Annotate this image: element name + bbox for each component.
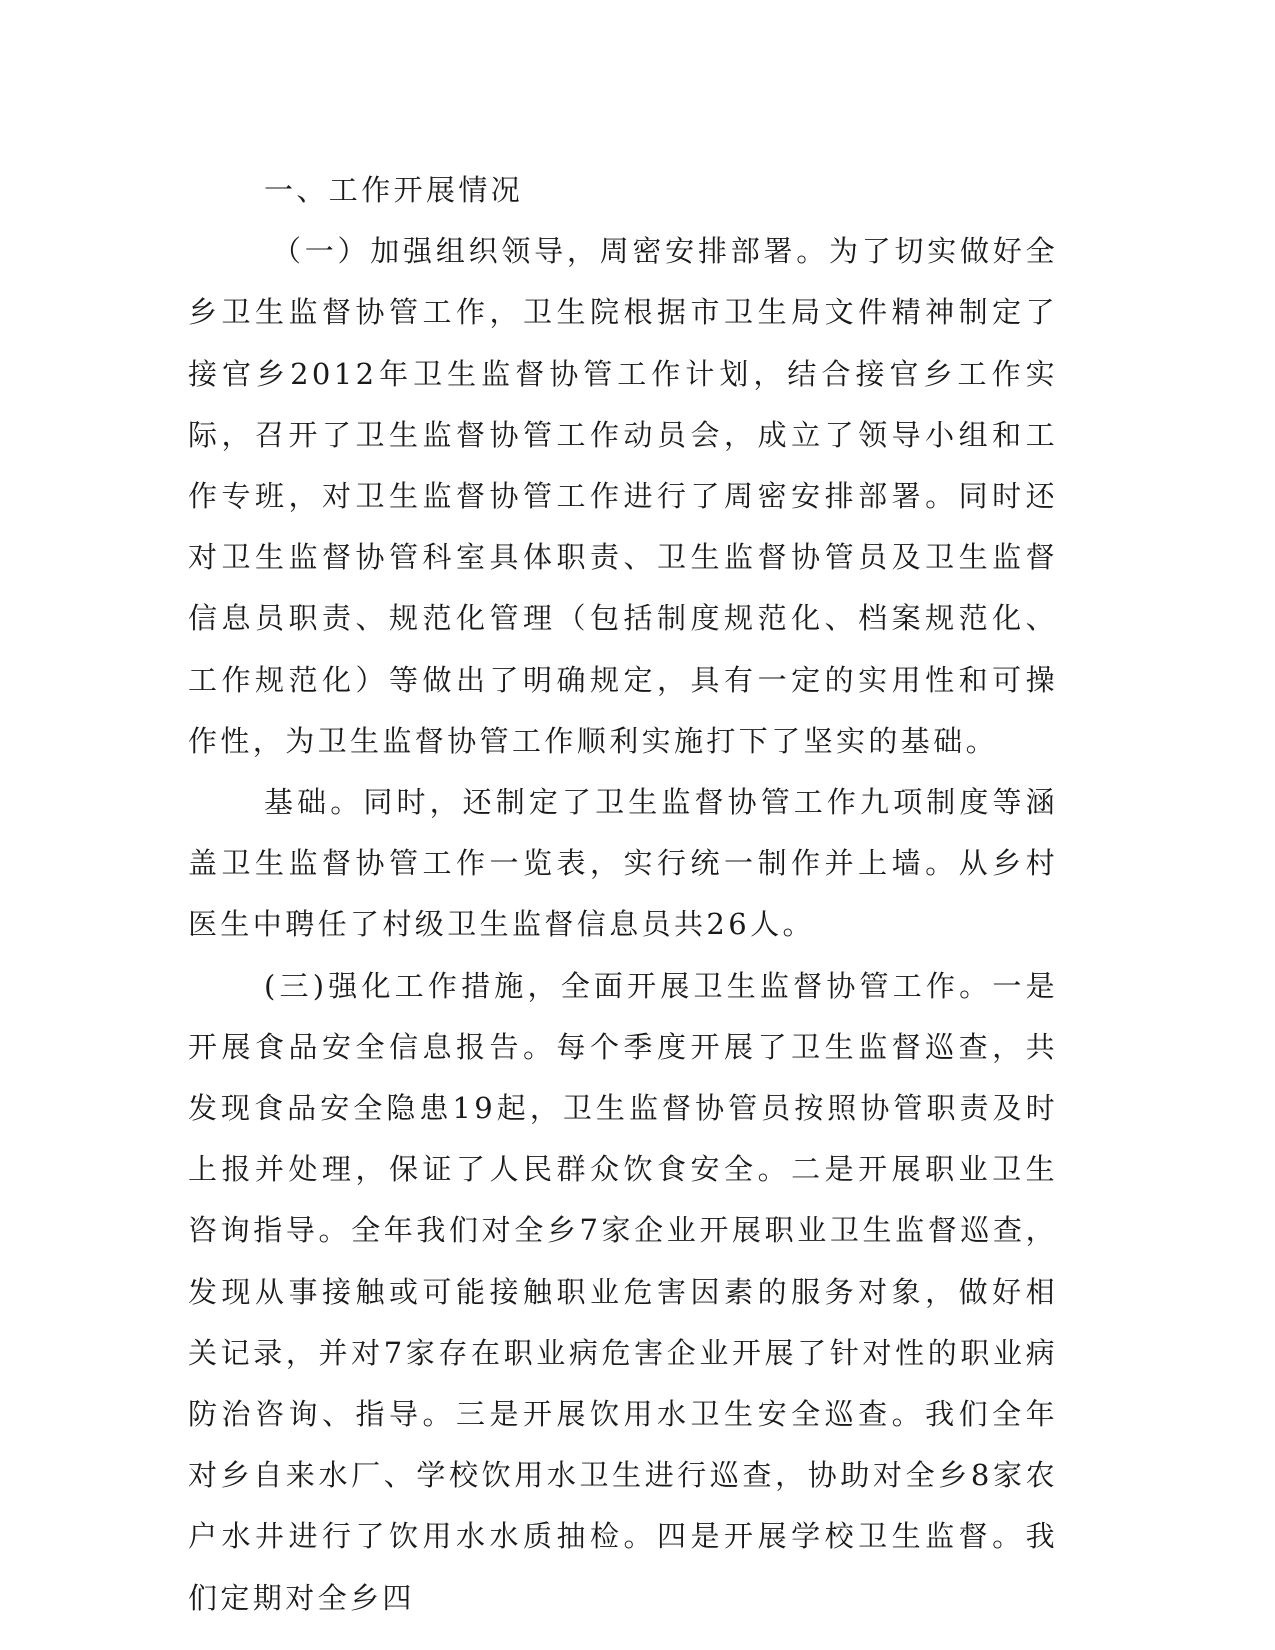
paragraph-measures: (三)强化工作措施，全面开展卫生监督协管工作。一是开展食品安全信息报告。每个季度开展了卫生监督巡查，共发现食品安全隐患19起，卫生监督协管员按照协管职责及时上报并处理，保证了人民群众饮食安全。二是开展职业卫生咨询指导。全年我们对全乡7家企业开展职业卫生监督巡查，发现从事接触或可能接触职业危害因素的服务对象，做好相关记录，并对7家存在职业病危害企业开展了针对性的职业病防治咨询、指导。三是开展饮用水卫生安全巡查。我们全年对乡自来水厂、学校饮用水卫生进行巡查，协助对全乡8家农户水井进行了饮用水水质抽检。四是开展学校卫生监督。我们定期对全乡四	[188, 968, 1058, 1615]
paragraph-foundation: 基础。同时，还制定了卫生监督协管工作九项制度等涵盖卫生监督协管工作一览表，实行统一制作并上墙。从乡村医生中聘任了村级卫生监督信息员共26人。	[188, 785, 1058, 942]
section-heading: 一、工作开展情况	[264, 173, 524, 207]
paragraph-organization: （一）加强组织领导，周密安排部署。为了切实做好全乡卫生监督协管工作，卫生院根据市卫生局文件精神制定了接官乡2012年卫生监督协管工作计划，结合接官乡工作实际，召开了卫生监督协管工作动员会，成立了领导小组和工作专班，对卫生监督协管工作进行了周密安排部署。同时还对卫生监督协管科室具体职责、卫生监督协管员及卫生监督信息员职责、规范化管理（包括制度规范化、档案规范化、工作规范化）等做出了明确规定，具有一定的实用性和可操作性，为卫生监督协管工作顺利实施打下了坚实的基础。	[188, 234, 1058, 758]
document-body	[188, 160, 1058, 1629]
